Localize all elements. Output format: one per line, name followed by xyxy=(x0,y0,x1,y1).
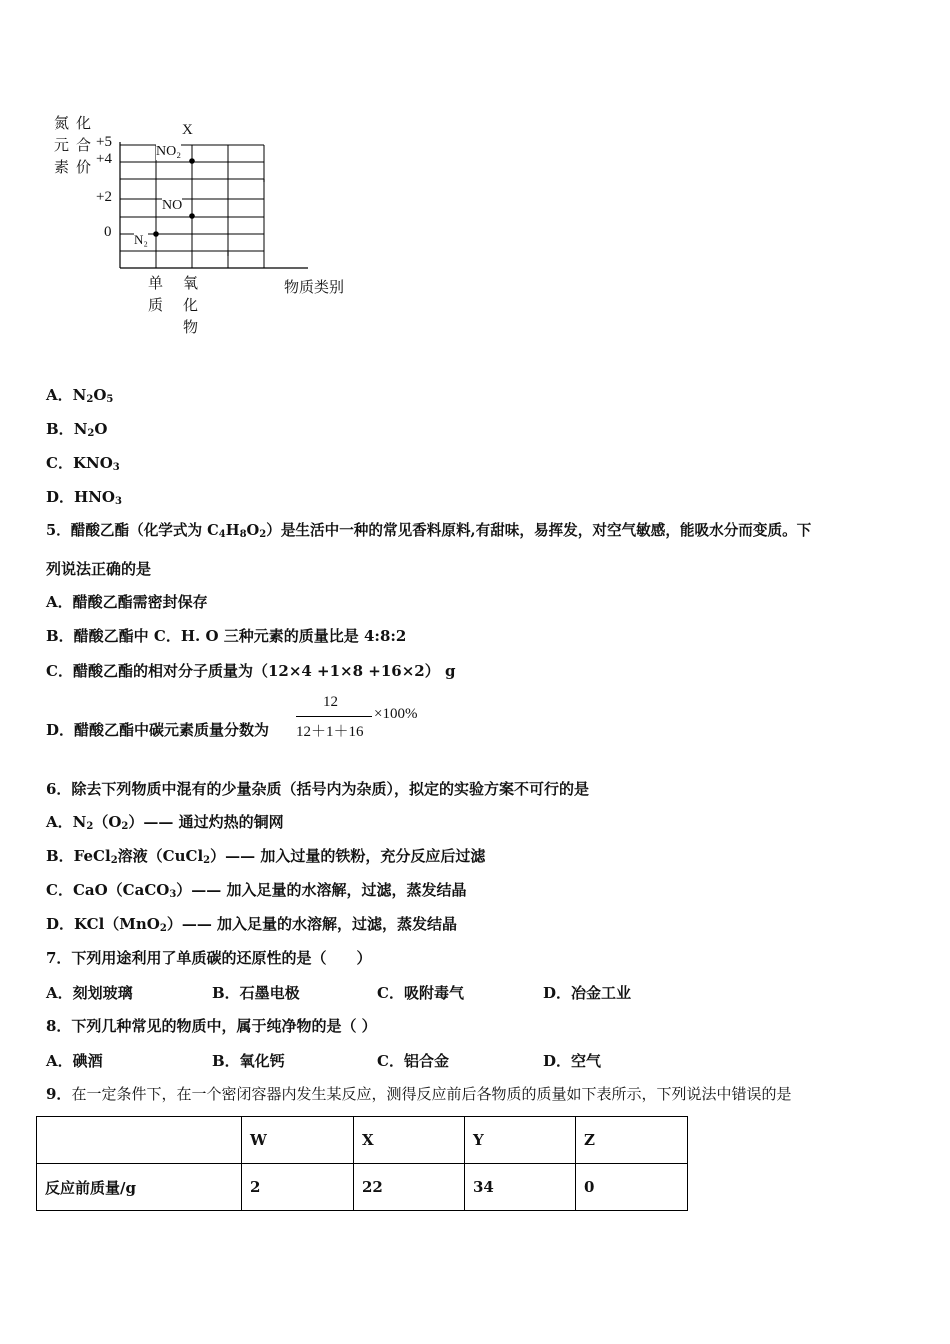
point-label-n2: N₂ xyxy=(134,232,148,247)
q4-option-c: C．$KNO_3$ xyxy=(46,454,120,473)
q5-fraction-denominator: 12＋1＋16 xyxy=(296,724,364,740)
q7-option-a: A．刻划玻璃 xyxy=(46,984,133,1002)
table-cell: 22 xyxy=(354,1164,465,1211)
table-header-cell: Y xyxy=(465,1117,576,1164)
x-category-oxide: 氧 化 物 xyxy=(183,274,199,336)
q8-option-b: B．氧化钙 xyxy=(212,1052,285,1070)
table-cell: 反应前质量/g xyxy=(37,1164,242,1211)
q7-stem: 7．下列用途利用了单质碳的还原性的是（ ） xyxy=(46,949,372,967)
q6-option-b: B．FeCl$_2$溶液（CuCl$_2$）—— 加入过量的铁粉，充分反应后过滤 xyxy=(46,847,486,866)
q6-option-c: C．CaO（CaCO$_3$）—— 加入足量的水溶解，过滤，蒸发结晶 xyxy=(46,881,467,900)
table-header-row xyxy=(37,1117,688,1164)
q5-stem-line2: 列说法正确的是 xyxy=(46,560,152,578)
y-axis-label-col2: 化 合 价 xyxy=(76,114,92,176)
y-axis-label-col1: 氮 元 素 xyxy=(54,114,70,176)
table-header-cell: W xyxy=(242,1117,354,1164)
q4-option-b: B．$N_2O$ xyxy=(46,420,108,439)
table-header-cell xyxy=(37,1117,242,1164)
q4-option-a: A．$N_2O_5$ xyxy=(46,386,114,405)
q6-option-a: A．$N_2(O_2)——$ 通过灼热的铜网 xyxy=(46,813,284,832)
point-n2 xyxy=(153,231,159,237)
point-label-no: NO xyxy=(162,198,183,213)
q5-option-a: A．醋酸乙酯需密封保存 xyxy=(46,593,208,611)
q7-option-c: C．吸附毒气 xyxy=(377,984,464,1002)
q6-stem: 6．除去下列物质中混有的少量杂质（括号内为杂质），拟定的实验方案不可行的是 xyxy=(46,780,589,798)
q5-option-b: B．醋酸乙酯中 C．H. O 三种元素的质量比是 4:8:2 xyxy=(46,627,407,645)
q5-option-c: C．醋酸乙酯的相对分子质量为（12×4 +1×8 +16×2） g xyxy=(46,662,456,680)
y-tick-plus4: +4 xyxy=(96,151,112,167)
q7-option-b: B．石墨电极 xyxy=(212,984,300,1002)
q8-option-d: D．空气 xyxy=(543,1052,602,1070)
y-tick-zero: 0 xyxy=(104,224,112,240)
q7-option-d: D．冶金工业 xyxy=(543,984,632,1002)
point-label-x: X xyxy=(182,122,193,138)
table-cell: 34 xyxy=(465,1164,576,1211)
y-tick-plus2: +2 xyxy=(96,189,112,205)
point-no xyxy=(189,213,195,219)
q4-option-d: D．$HNO_3$ xyxy=(46,488,122,507)
q6-option-d: D．KCl（MnO$_2$）—— 加入足量的水溶解，过滤，蒸发结晶 xyxy=(46,915,458,934)
q8-option-a: A．碘酒 xyxy=(46,1052,103,1070)
valence-chart xyxy=(40,100,380,350)
table-cell: 0 xyxy=(576,1164,688,1211)
table-header-cell: Z xyxy=(576,1117,688,1164)
y-tick-plus5: +5 xyxy=(96,134,112,150)
q5-option-d-prefix: D．醋酸乙酯中碳元素质量分数为 xyxy=(46,721,270,739)
q5-fraction-bar xyxy=(296,716,372,717)
q9-stem: 9．在一定条件下，在一个密闭容器内发生某反应，测得反应前后各物质的质量如下表所示，下列说法中错误的是 xyxy=(46,1085,792,1103)
point-no2 xyxy=(189,158,195,164)
point-label-no2: NO₂ xyxy=(156,144,182,159)
table-header-cell: X xyxy=(354,1117,465,1164)
q8-stem: 8．下列几种常见的物质中，属于纯净物的是（ ） xyxy=(46,1017,377,1035)
x-category-element: 单 质 xyxy=(148,274,164,314)
q5-fraction-numerator: 12 xyxy=(323,694,338,710)
table-row xyxy=(37,1164,688,1211)
q5-fraction-suffix: ×100% xyxy=(374,706,418,722)
x-axis-label: 物质类别 xyxy=(284,278,345,296)
q8-option-c: C．铝合金 xyxy=(377,1052,449,1070)
table-cell: 2 xyxy=(242,1164,354,1211)
q5-stem-line1: 5．醋酸乙酯（化学式为 $C_4H_8O_2$）是生活中一种的常见香料原料,有甜味，易挥发，对空气敏感，能吸水分而变质。下 xyxy=(46,522,812,540)
q9-mass-table xyxy=(36,1116,688,1211)
